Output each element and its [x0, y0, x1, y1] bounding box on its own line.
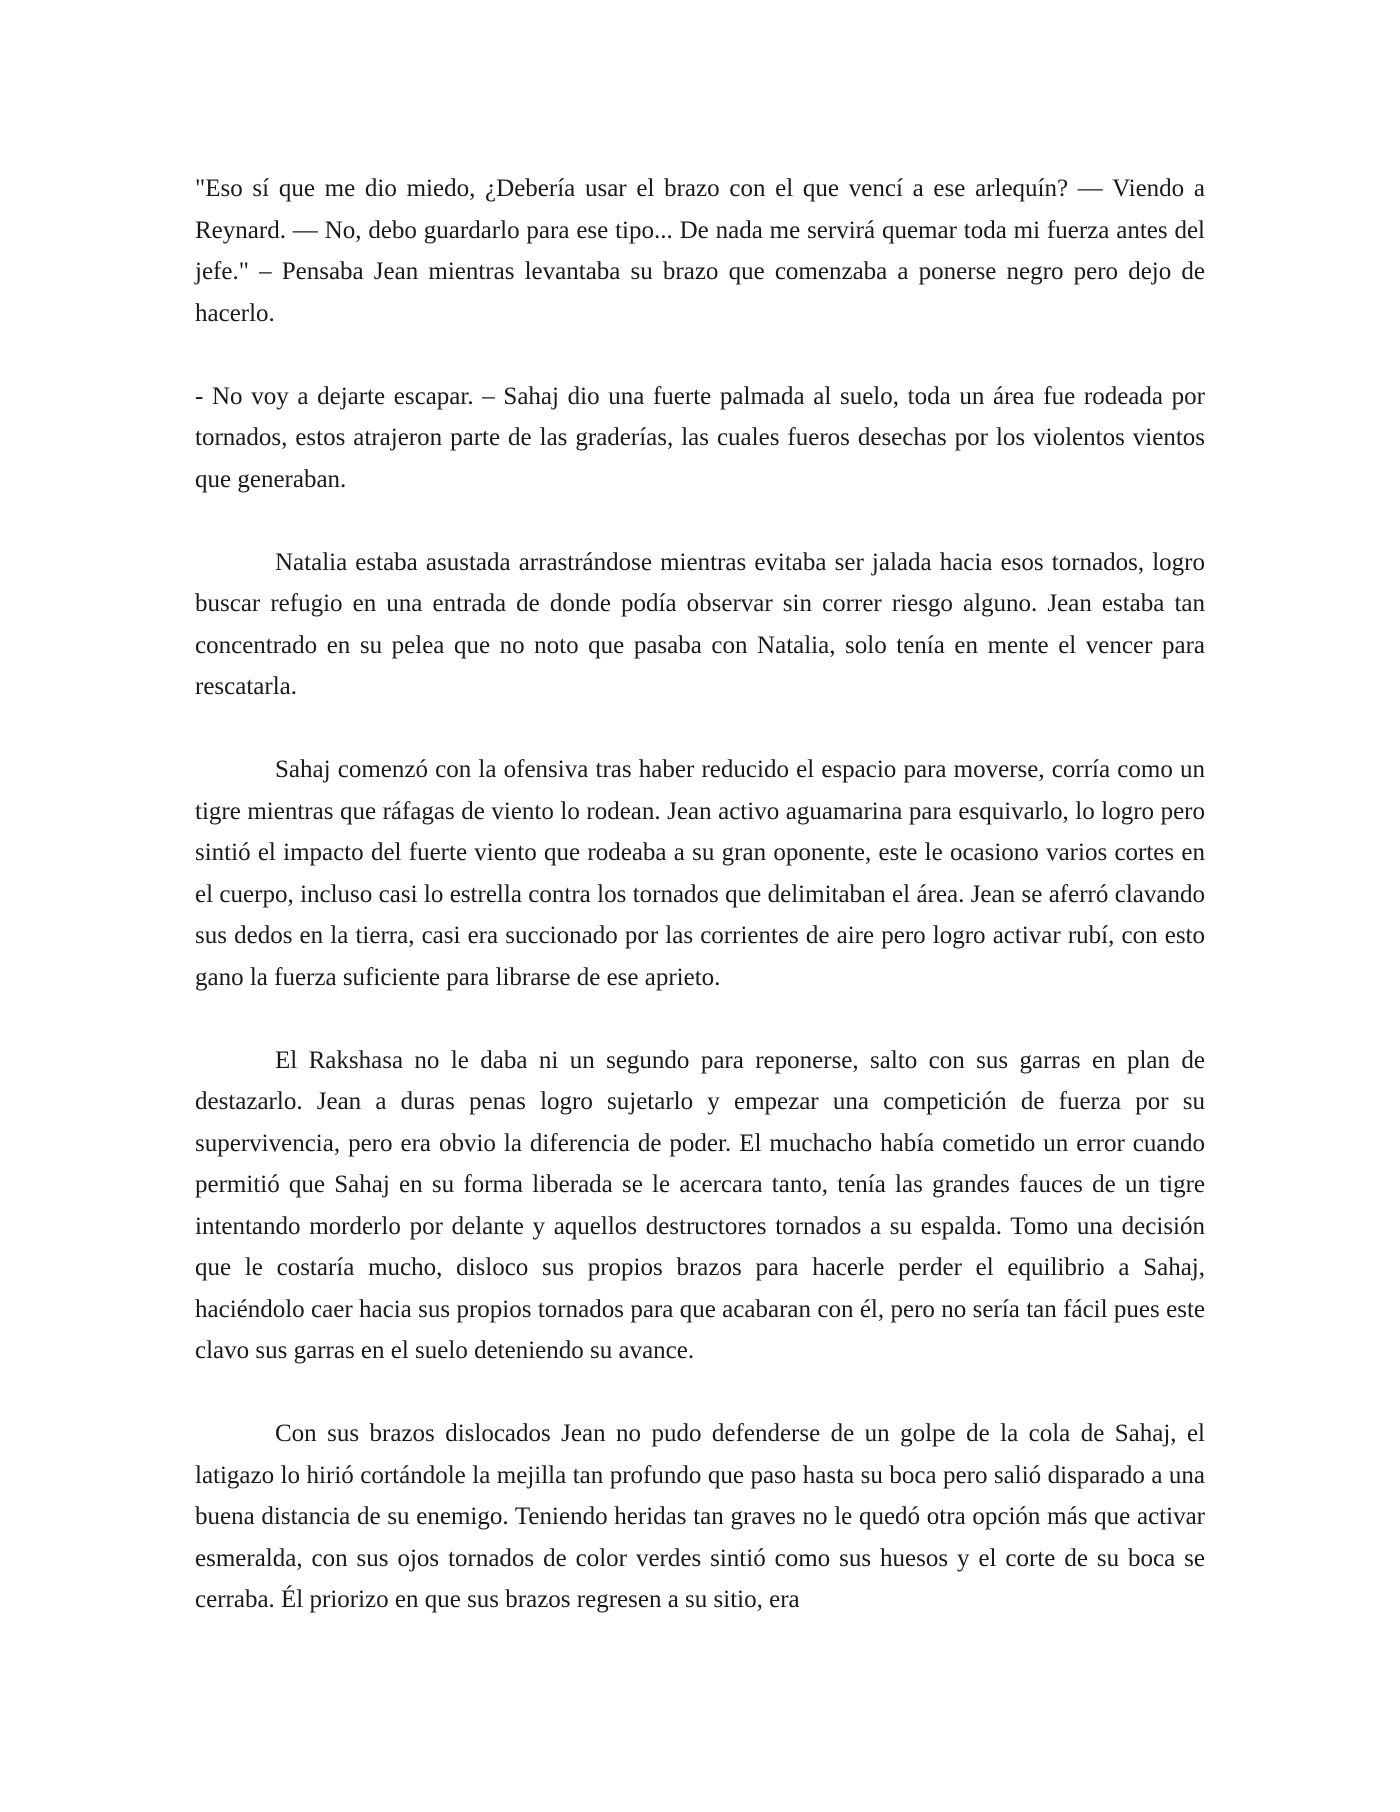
paragraph-4: Sahaj comenzó con la ofensiva tras haber reducido el espacio para moverse, corría como un tigre mientras que ráfagas de viento lo rodean. Jean activo aguamarina para esquivarlo, lo logro pero sintió el impacto del fuerte viento que rodeaba a su gran oponente, este le ocasiono varios cortes en el cuerpo, incluso casi lo estrella contra los tornados que delimitaban el área. Jean se aferró clavando sus dedos en la tierra, casi era succionado por las corrientes de aire pero logro activar rubí, con esto gano la fuerza suficiente para librarse de ese aprieto. [195, 756, 1205, 991]
paragraph-1: "Eso sí que me dio miedo, ¿Debería usar el brazo con el que vencí a ese arlequín? — Viendo a Reynard. — No, debo guardarlo para ese tipo... De nada me servirá quemar toda mi fuerza antes del jefe." – Pensaba Jean mientras levantaba su brazo que comenzaba a ponerse negro pero dejo de hacerlo. [195, 175, 1205, 327]
paragraph-2: - No voy a dejarte escapar. – Sahaj dio una fuerte palmada al suelo, toda un área fue rodeada por tornados, estos atrajeron parte de las graderías, las cuales fueros desechas por los violentos vientos que generaban. [195, 382, 1205, 493]
paragraph-3: Natalia estaba asustada arrastrándose mientras evitaba ser jalada hacia esos tornados, logro buscar refugio en una entrada de donde podía observar sin correr riesgo alguno. Jean estaba tan concentrado en su pelea que no noto que pasaba con Natalia, solo tenía en mente el vencer para rescatarla. [195, 548, 1205, 700]
paragraph-6: Con sus brazos dislocados Jean no pudo defenderse de un golpe de la cola de Sahaj, el latigazo lo hirió cortándole la mejilla tan profundo que paso hasta su boca pero salió disparado a una buena distancia de su enemigo. Teniendo heridas tan graves no le quedó otra opción más que activar esmeralda, con sus ojos tornados de color verdes sintió como sus huesos y el corte de su boca se cerraba. Él priorizo en que sus brazos regresen a su sitio, era [195, 1420, 1205, 1613]
document-body [195, 168, 1205, 1621]
paragraph-5: El Rakshasa no le daba ni un segundo para reponerse, salto con sus garras en plan de destazarlo. Jean a duras penas logro sujetarlo y empezar una competición de fuerza por su supervivencia, pero era obvio la diferencia de poder. El muchacho había cometido un error cuando permitió que Sahaj en su forma liberada se le acercara tanto, tenía las grandes fauces de un tigre intentando morderlo por delante y aquellos destructores tornados a su espalda. Tomo una decisión que le costaría mucho, disloco sus propios brazos para hacerle perder el equilibrio a Sahaj, haciéndolo caer hacia sus propios tornados para que acabaran con él, pero no sería tan fácil pues este clavo sus garras en el suelo deteniendo su avance. [195, 1046, 1205, 1364]
